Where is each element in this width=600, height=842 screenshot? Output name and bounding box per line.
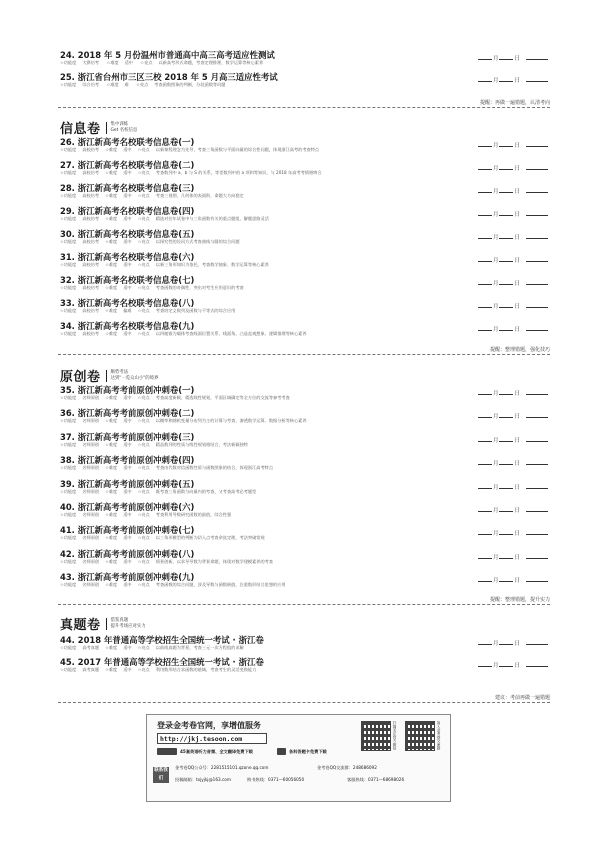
tip-text: 提醒：整理错题，强化技巧	[489, 347, 550, 353]
date-blank: 月 日	[477, 553, 548, 561]
list-item	[60, 408, 548, 424]
entry-meta: ☆功能度 名师原创 ☆难度 适中 ☆亮点 考查由代数对信函数性质与函数图象的结合，体现浙江高考特点	[60, 465, 274, 471]
entry-title: 29. 浙江新高考名校联考信息卷(四)	[60, 206, 195, 216]
wechat-qr-code	[361, 721, 391, 751]
section-title: 真题卷	[60, 618, 101, 633]
date-blank: 月 日	[477, 529, 548, 537]
qq-group-line: 金考卷QQ交流群：248686092	[317, 765, 377, 770]
divider	[58, 354, 550, 355]
list-item	[60, 183, 548, 199]
date-blank: 月 日	[477, 76, 548, 84]
entry-title: 43. 浙江新高考考前原创冲刺卷(九)	[60, 572, 195, 583]
date-blank: 月 日	[477, 661, 548, 669]
list-item	[60, 455, 548, 471]
entry-title: 28. 浙江新高考名校联考信息卷(三)	[60, 183, 195, 193]
entry-meta: ☆功能度 高校仿考 ☆难度 适中 ☆亮点 精选对往年试卷中与三角函数有关的重点题组，解题思路灵活	[60, 216, 269, 221]
entry-title: 27. 浙江新高考名校联考信息卷(二)	[60, 160, 195, 170]
entry-meta: ☆功能度 名师原创 ☆难度 适中 ☆亮点 考查利用导数研究函数的最值，综合性强	[60, 512, 232, 517]
entry-meta: ☆功能度 名师原创 ☆难度 适中 ☆亮点 情景创新，以求导导数为背景命题，体现对数学建模素养的考查	[60, 558, 274, 564]
entry-title: 37. 浙江新高考考前原创冲刺卷(三)	[60, 431, 195, 442]
phone-service-line: 客服热线：0371—68698026	[347, 777, 405, 782]
date-blank: 月 日	[477, 639, 548, 647]
date-blank: 月 日	[477, 576, 548, 584]
entry-title: 36. 浙江新高考考前原创冲刺卷(二)	[60, 408, 195, 419]
entry-meta: ☆功能度 高校仿考 ☆难度 适中 ☆亮点 以探究性的设问方式考查曲线与圆的综合问题	[60, 239, 240, 244]
list-item	[60, 479, 548, 495]
list-item	[60, 635, 548, 651]
entry-meta: ☆功能度 名师原创 ☆难度 适中 ☆亮点 既考查三角函数与向量内的考查，又考查高考必考题型	[60, 488, 257, 494]
entry-title: 25. 浙江省台州市三区三校 2018 年 5 月高三适应性考试	[60, 72, 278, 82]
divider	[58, 107, 550, 108]
list-item	[60, 432, 548, 448]
promo-answer-sheet: 各科答题卡免费下载	[289, 749, 327, 754]
list-item	[60, 549, 548, 565]
list-item	[60, 229, 548, 245]
date-blank: 月 日	[477, 279, 548, 287]
date-blank: 月 日	[477, 164, 548, 172]
date-blank: 月 日	[477, 256, 548, 264]
entry-title: 30. 浙江新高考名校联考信息卷(五)	[60, 229, 195, 239]
entry-meta: ☆功能度 高校仿考 ☆难度 适中 ☆亮点 以新三角形知识为依托，考查数学抽象、数学运算等核心素养	[60, 262, 269, 267]
entry-meta: ☆功能度 大赛仿考 ☆难度 适中 ☆亮点 以新高考形式命题，考查定理推理、数学运算等核心素养	[60, 60, 264, 65]
footer-promo-box	[146, 714, 451, 802]
date-blank: 月 日	[477, 302, 548, 310]
entry-title: 34. 浙江新高考名校联考信息卷(九)	[60, 321, 195, 331]
entry-meta: ☆功能度 名师原创 ☆难度 适中 ☆亮点 以三角形模型的判断为切入点考查余弦定理，考法突破常规	[60, 535, 265, 541]
entry-meta: ☆功能度 名师原创 ☆难度 适中 ☆亮点 考查高度新颖，精选线性规划，平面区域确定等全方位的交流等参考考查	[60, 395, 290, 400]
entry-meta: ☆功能度 高考真题 ☆难度 适中 ☆亮点 以前线真题为背景，考查三元一次方程组的求解	[60, 645, 244, 650]
date-blank: 月 日	[477, 459, 548, 467]
entry-meta: ☆功能度 高校仿考 ☆难度 偏难 ☆亮点 考查培定义数列及函数与不等式的综合应用	[60, 308, 236, 313]
section-subtitle: 顺势考法 达到"一览众山小"的境界	[106, 370, 159, 382]
list-item	[60, 525, 548, 541]
section-header-xinxi	[60, 118, 137, 137]
entry-title: 24. 2018 年 5 月份温州市普通高中高三高考适应性测试	[60, 50, 275, 60]
section-subtitle: 集中训练 Get 名校信息	[106, 122, 138, 134]
date-blank: 月 日	[477, 436, 548, 444]
phone-buy-line: 购书热线：0371—60056050	[247, 777, 305, 782]
section-subtitle: 借鉴真题 提升考场应对实力	[106, 618, 146, 630]
entry-title: 26. 浙江新高考名校联考信息卷(一)	[60, 137, 195, 147]
list-item	[60, 298, 548, 314]
entry-meta: ☆功能度 名师原创 ☆难度 适中 ☆亮点 以概率和随机变量分布列为主的计算与考查，渗透数学运算、数据分析等核心素养	[60, 418, 307, 424]
list-item	[60, 657, 548, 673]
divider	[58, 604, 550, 605]
qr-caption: 加入金考卷交流群	[437, 721, 441, 750]
entry-title: 38. 浙江新高考考前原创冲刺卷(四)	[60, 455, 195, 466]
date-blank: 月 日	[477, 389, 548, 397]
section-title: 原创卷	[60, 370, 101, 385]
list-item	[60, 502, 548, 518]
website-url-link[interactable]: http://jkj.tesoon.com	[157, 733, 267, 744]
section-title: 信息卷	[60, 122, 101, 137]
qr-caption: 扫描关注官方微信	[393, 721, 397, 750]
email-line: 投稿邮箱：txjyjkj@163.com	[175, 777, 231, 782]
entry-title: 45. 2017 年普通高等学校招生全国统一考试 · 浙江卷	[60, 657, 264, 667]
list-item	[60, 572, 548, 588]
entry-title: 39. 浙江新高考考前原创冲刺卷(五)	[60, 478, 195, 489]
entry-title: 44. 2018 年普通高等学校招生全国统一考试 · 浙江卷	[60, 635, 264, 645]
entry-meta: ☆功能度 高校仿考 ☆难度 适中 ☆亮点 考查函数的奇偶性，突出对考生应用意识的考查	[60, 285, 244, 290]
qq-public-line: 金考卷QQ公众号：2281515101.qzone.qq.com	[175, 765, 269, 770]
download-icon	[277, 748, 286, 755]
entry-title: 41. 浙江新高考考前原创冲刺卷(七)	[60, 525, 195, 536]
list-item	[60, 160, 548, 176]
entry-meta: ☆功能度 高校仿考 ☆难度 适中 ☆亮点 考查数列中 a、b 与 S 的关系，等差数列中的 a 项和等知识，与 2018 年高考考情相吻合	[60, 170, 322, 175]
tip-text: 提醒：整理错题，提升实力	[489, 597, 550, 603]
entry-meta: ☆功能度 高校仿考 ☆难度 适中 ☆亮点 以四棱锥为载体考查线面位置关系、线面角，凸显直观想象、逻辑推理等核心素养	[60, 331, 307, 336]
date-blank: 月 日	[477, 210, 548, 218]
entry-title: 32. 浙江新高考名校联考信息卷(七)	[60, 275, 195, 285]
date-blank: 月 日	[477, 233, 548, 241]
entry-meta: ☆功能度 综合仿考 ☆难度 难 ☆亮点 考查函数图象的判断，分段函数等问题	[60, 82, 226, 87]
entry-title: 31. 浙江新高考名校联考信息卷(六)	[60, 252, 195, 262]
entry-title: 40. 浙江新高考考前原创冲刺卷(六)	[60, 502, 195, 512]
entry-meta: ☆功能度 高校仿考 ☆难度 适中 ☆亮点 以新课程理念为先导，考查三角函数与平面向量的综合性问题，体现浙江高考的考查特点	[60, 147, 320, 152]
group-qr-code	[405, 721, 435, 751]
date-blank: 月 日	[477, 325, 548, 333]
section-header-zhenti	[60, 614, 146, 633]
entry-title: 35. 浙江新高考考前原创冲刺卷(一)	[60, 385, 195, 395]
contact-tag: 联系我们	[154, 768, 168, 781]
date-blank: 月 日	[477, 483, 548, 491]
date-blank: 月 日	[477, 412, 548, 420]
list-item	[60, 252, 548, 268]
promo-audio: 45套英语听力音频、全文翻译免费下载	[180, 749, 253, 754]
entry-meta: ☆功能度 高考真题 ☆难度 适中 ☆亮点 利用数形结合求函数的值域，考查考生的灵活变换能力	[60, 667, 257, 672]
list-item	[60, 50, 548, 66]
section-header-yuanchuang	[60, 366, 158, 385]
date-blank: 月 日	[477, 187, 548, 195]
entry-title: 42. 浙江新高考考前原创冲刺卷(八)	[60, 548, 195, 559]
date-blank: 月 日	[477, 506, 548, 514]
divider	[58, 702, 550, 703]
list-item	[60, 321, 548, 337]
date-blank: 月 日	[477, 141, 548, 149]
tip-text: 建议：考前再做一遍错题	[494, 695, 550, 701]
list-item	[60, 72, 548, 88]
entry-meta: ☆功能度 高校仿考 ☆难度 适中 ☆亮点 考查三视图、几何体的表面积，命题大方向稳定	[60, 193, 244, 198]
entry-meta: ☆功能度 名师原创 ☆难度 适中 ☆亮点 考查函数的综合问题，涉及导数与函数极值，注重数形结合思想的应用	[60, 582, 286, 588]
list-item	[60, 137, 548, 153]
list-item	[60, 206, 548, 222]
date-blank: 月 日	[477, 54, 548, 62]
tip-text: 提醒：再做一遍错题，认清考向	[479, 100, 550, 106]
footer-headline: 登录金考卷官网，享增值服务	[157, 721, 261, 730]
entry-meta: ☆功能度 名师原创 ☆难度 适中 ☆亮点 精品数列的性质与线性规划相结合，考法新颖独特	[60, 441, 248, 447]
list-item	[60, 385, 548, 401]
list-item	[60, 275, 548, 291]
listen-icon	[157, 748, 177, 755]
entry-title: 33. 浙江新高考名校联考信息卷(八)	[60, 298, 195, 308]
